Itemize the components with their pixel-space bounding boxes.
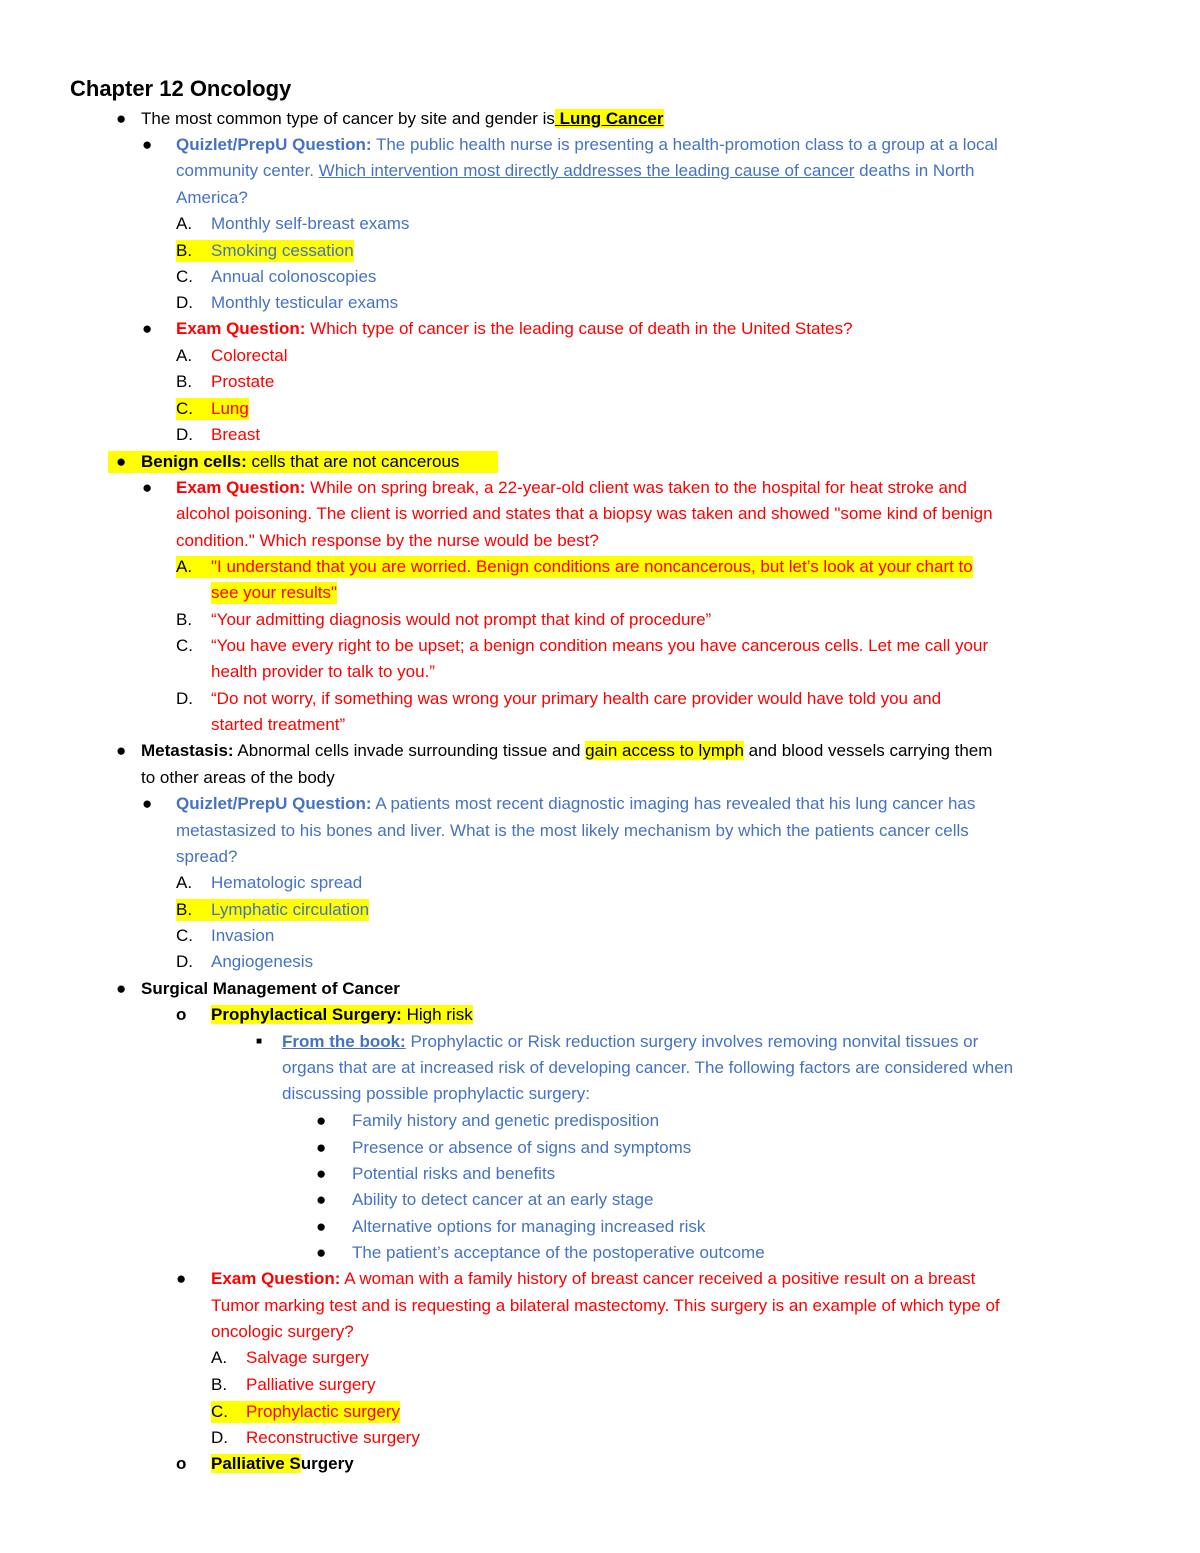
bullet-icon: ● (316, 1164, 327, 1183)
factor-item: Presence or absence of signs and symptoms (352, 1138, 692, 1157)
s3-q-line2: metastasized to his bones and liver. What is the most likely mechanism by which the patients cancer cells (176, 821, 969, 840)
s4-q-line3: oncologic surgery? (211, 1322, 354, 1341)
option-letter: C. (211, 1401, 246, 1423)
option-text: Palliative surgery (246, 1375, 376, 1394)
option-letter: C. (176, 267, 193, 286)
page-title: Chapter 12 Oncology (70, 76, 292, 101)
s1-q1-line2: community center. Which intervention most directly addresses the leading cause of cancer deaths in North (176, 161, 975, 180)
factor-item: The patient’s acceptance of the postoperative outcome (352, 1243, 765, 1262)
s4-q-line1: Exam Question: A woman with a family history of breast cancer received a positive result on a breast (211, 1269, 976, 1288)
option-text-correct: Lung (211, 399, 249, 418)
hollow-circle-icon: o (176, 1005, 187, 1024)
option-text: “Your admitting diagnosis would not prompt that kind of procedure” (211, 610, 712, 629)
option-text: health provider to talk to you.” (211, 662, 435, 681)
s4-book-line3: discussing possible prophylactic surgery: (282, 1084, 591, 1103)
option-text: Prostate (211, 372, 275, 391)
bullet-icon: ● (316, 1190, 327, 1209)
bullet-icon: ● (142, 135, 153, 154)
option-letter: A. (176, 556, 211, 578)
option-letter: C. (176, 398, 211, 420)
option-text: Monthly testicular exams (211, 293, 399, 312)
s4-sub2-line: Palliative Surgery (211, 1454, 354, 1473)
option-text-correct: see your results" (211, 583, 338, 602)
option-letter: B. (211, 1375, 228, 1394)
s1-q1-link: Which intervention most directly addresses the leading cause of cancer (318, 161, 855, 180)
s3-q-line1: Quizlet/PrepU Question: A patients most recent diagnostic imaging has revealed that his lung cancer has (176, 794, 976, 813)
s3-highlight: gain access to lymph (585, 741, 744, 760)
s4-book-line1: From the book: Prophylactic or Risk reduction surgery involves removing nonvital tissues or (282, 1032, 979, 1051)
option-letter: D. (211, 1428, 228, 1447)
s1-q2-line: Exam Question: Which type of cancer is the leading cause of death in the United States? (176, 319, 853, 338)
s4-book-line2: organs that are at increased risk of developing cancer. The following factors are considered when (282, 1058, 1014, 1077)
option-text-correct: Prophylactic surgery (246, 1402, 401, 1421)
option-text: “Do not worry, if something was wrong your primary health care provider would have told you and (211, 689, 942, 708)
option-text: Invasion (211, 926, 275, 945)
bullet-icon: ● (116, 741, 127, 760)
option-letter: D. (176, 689, 193, 708)
option-letter: D. (176, 425, 193, 444)
hollow-circle-icon: o (176, 1454, 187, 1473)
s2-line: Benign cells: cells that are not cancerous (141, 452, 460, 471)
s4-sub1-line: Prophylactical Surgery: High risk (211, 1005, 473, 1024)
square-bullet-icon: ■ (256, 1036, 263, 1047)
bullet-icon: ● (116, 979, 127, 998)
bullet-icon: ● (116, 109, 127, 128)
option-letter: A. (176, 346, 193, 365)
option-text-correct: Lymphatic circulation (211, 900, 370, 919)
option-letter: B. (176, 610, 193, 629)
bullet-icon: ● (142, 478, 153, 497)
factor-item: Ability to detect cancer at an early stage (352, 1190, 654, 1209)
option-letter: D. (176, 293, 193, 312)
bullet-icon: ● (142, 319, 153, 338)
s1-q1-line1: Quizlet/PrepU Question: The public health nurse is presenting a health-promotion class to a group at a local (176, 135, 998, 154)
option-text: Monthly self-breast exams (211, 214, 410, 233)
s4-q-line2: Tumor marking test and is requesting a bilateral mastectomy. This surgery is an example of which type of (211, 1296, 1000, 1315)
s3-q-line3: spread? (176, 847, 238, 866)
option-text: “You have every right to be upset; a benign condition means you have cancerous cells. Let me call your (211, 636, 989, 655)
bullet-icon: ● (142, 794, 153, 813)
factor-item: Family history and genetic predisposition (352, 1111, 660, 1130)
option-text-correct: "I understand that you are worried. Benign conditions are noncancerous, but let’s look at your chart to (211, 557, 973, 576)
s3-line1: Metastasis: Abnormal cells invade surrounding tissue and gain access to lymph and blood vessels carrying them (141, 741, 993, 760)
option-letter: B. (176, 240, 211, 262)
option-letter: D. (176, 952, 193, 971)
bullet-icon: ● (316, 1243, 327, 1262)
option-text: Colorectal (211, 346, 288, 365)
option-text: Hematologic spread (211, 873, 363, 892)
bullet-icon: ● (316, 1138, 327, 1157)
factor-item: Potential risks and benefits (352, 1164, 556, 1183)
option-letter: A. (211, 1348, 228, 1367)
option-text: started treatment” (211, 715, 346, 734)
option-text: Reconstructive surgery (246, 1428, 420, 1447)
option-text: Breast (211, 425, 261, 444)
option-letter: C. (176, 926, 193, 945)
option-text: Salvage surgery (246, 1348, 369, 1367)
s4-heading: Surgical Management of Cancer (141, 979, 400, 998)
option-letter: B. (176, 899, 211, 921)
s1-line: The most common type of cancer by site and gender is Lung Cancer (141, 109, 664, 128)
s2-q-line1: Exam Question: While on spring break, a 22-year-old client was taken to the hospital for heat stroke and (176, 478, 967, 497)
option-text-correct: Smoking cessation (211, 241, 354, 260)
bullet-icon: ● (316, 1111, 327, 1130)
s2-q-line2: alcohol poisoning. The client is worried and states that a biopsy was taken and showed "some kind of benign (176, 504, 993, 523)
s1-answer: Lung Cancer (554, 109, 664, 128)
s2-q-line3: condition." Which response by the nurse would be best? (176, 531, 599, 550)
option-letter: A. (176, 214, 193, 233)
factor-item: Alternative options for managing increased risk (352, 1217, 706, 1236)
option-text: Angiogenesis (211, 952, 314, 971)
option-text: Annual colonoscopies (211, 267, 377, 286)
bullet-icon: ● (316, 1217, 327, 1236)
bullet-icon: ● (116, 452, 127, 471)
s1-q1-line3: America? (176, 188, 248, 207)
option-letter: A. (176, 873, 193, 892)
option-letter: C. (176, 636, 193, 655)
bullet-icon: ● (176, 1269, 187, 1288)
option-letter: B. (176, 372, 193, 391)
s3-line2: to other areas of the body (141, 768, 335, 787)
